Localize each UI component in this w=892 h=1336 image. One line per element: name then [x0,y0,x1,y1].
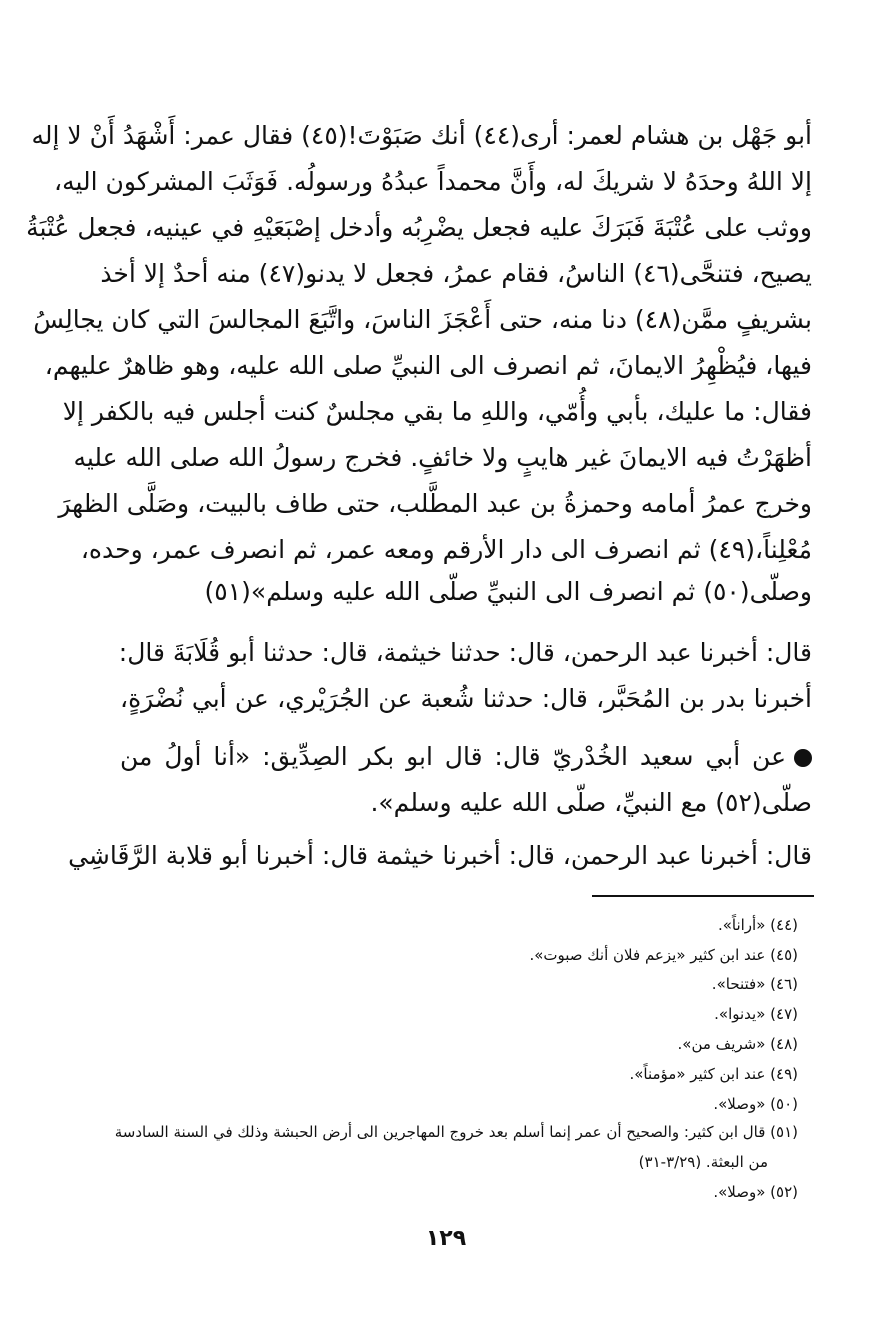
footnote: (٤٩) عند ابن كثير «مؤمناً». [629,1065,798,1083]
body-line: فيها، فيُظْهِرُ الايمانَ، ثم انصرف الى النبيِّ صلى الله عليه، وهو ظاهرٌ عليهم، [44,351,812,380]
body-line: يصيح، فتنحَّى(٤٦) الناسُ، فقام عمرُ، فجعل لا يدنو(٤٧) منه أحدٌ إلا أخذ [100,259,812,288]
footnote: (٥٠) «وصلا». [713,1095,798,1113]
footnote: (٤٤) «أراناً». [717,916,798,934]
body-line: إلا اللهُ وحدَهُ لا شريكَ له، وأَنَّ محمداً عبدُهُ ورسولُه. فَوَثَبَ المشركون اليه، [54,167,812,196]
isnad-line: قال: أخبرنا عبد الرحمن، قال: أخبرنا خيثمة قال: أخبرنا أبو قلابة الرَّقَاشِي [68,841,812,870]
footnote: (٥١) قال ابن كثير: والصحيح أن عمر إنما أسلم بعد خروج المهاجرين الى أرض الحبشة وذلك في السنة السادسة [114,1123,798,1141]
body-line: بشريفٍ ممَّن(٤٨) دنا منه، حتى أَعْجَزَ الناسَ، واتَّبَعَ المجالسَ التي كان يجالِسُ [33,305,812,334]
body-line: ووثب على عُتْبَةَ فَبَرَكَ عليه فجعل يضْرِبُه وأدخل إصْبَعَيْهِ في عينيه، فجعل عُتْبَةُ [26,213,812,242]
footnote-continuation: من البعثة. (٣/٢٩-٣١) [638,1153,768,1171]
body-line: أبو جَهْل بن هشام لعمر: أرى(٤٤) أنك صَبَوْتَ!(٤٥) فقال عمر: أَشْهَدُ أَنْ لا إله [31,121,812,150]
footnote: (٤٨) «شريف من». [677,1035,798,1053]
hadith-line: صلّى(٥٢) مع النبيِّ، صلّى الله عليه وسلم». [370,788,812,817]
hadith-text: عن أبي سعيد الخُدْريّ قال: قال ابو بكر الصِدِّيق: «أنا أولُ من [120,742,786,771]
body-line: مُعْلِناً،(٤٩) ثم انصرف الى دار الأرقم ومعه عمر، ثم انصرف عمر، وحده، [80,535,812,564]
footnote-divider [592,895,814,897]
body-line: وخرج عمرُ أمامه وحمزةُ بن عبد المطَّلب، حتى طاف بالبيت، وصَلَّى الظهرَ [58,489,812,518]
footnote: (٤٦) «فتنحا». [711,975,798,993]
bullet-icon [794,749,812,767]
page-number: ١٢٩ [425,1226,467,1251]
hadith-line [120,739,812,775]
footnote: (٥٢) «وصلا». [713,1183,798,1201]
isnad-line: قال: أخبرنا عبد الرحمن، قال: حدثنا خيثمة، قال: حدثنا أبو قُلَابَةَ قال: [118,638,812,667]
footnote: (٤٧) «يدنوا». [714,1005,798,1023]
isnad-line: أخبرنا بدر بن المُحَبَّر، قال: حدثنا شُعبة عن الجُرَيْري، عن أبي نُضْرَةٍ، [120,684,812,713]
body-line: فقال: ما عليك، بأبي وأُمّي، واللهِ ما بقي مجلسٌ كنت أجلس فيه بالكفر إلا [62,397,812,426]
body-line: وصلّى(٥٠) ثم انصرف الى النبيِّ صلّى الله عليه وسلم»(٥١) [204,577,812,606]
body-line: أظهَرْتُ فيه الايمانَ غير هايبٍ ولا خائفٍ. فخرج رسولُ الله صلى الله عليه [73,443,812,472]
footnote: (٤٥) عند ابن كثير «يزعم فلان أنك صبوت». [529,946,798,964]
